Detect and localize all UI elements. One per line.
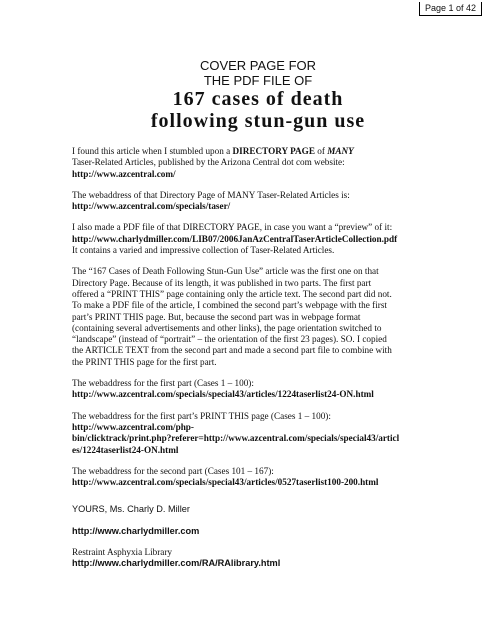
paragraph-line: Taser-Related Articles, published by the Arizona Central dot com website:	[72, 157, 345, 168]
paragraph-first-part-address	[72, 378, 432, 401]
cover-heading-line2: THE PDF FILE OF	[203, 73, 313, 88]
article-title-line1: 167 cases of death	[172, 88, 344, 110]
title-block	[84, 58, 432, 132]
library-label: Restraint Asphyxia Library	[72, 547, 173, 558]
paragraph-line: offered a “PRINT THIS” page containing only the article text. The second part did not.	[72, 288, 392, 299]
cover-heading-line1: COVER PAGE FOR	[199, 58, 317, 73]
paragraph-print-page-address	[72, 411, 432, 456]
paragraph-line: The webaddress for the first part (Cases 1 – 100):	[72, 378, 254, 389]
paragraph-discovery	[72, 146, 432, 180]
azcentral-link[interactable]: http://www.azcentral.com/	[72, 168, 176, 179]
print-page-link[interactable]: http://www.azcentral.com/php-	[72, 421, 194, 432]
paragraph-directory-pdf	[72, 222, 432, 256]
first-part-link[interactable]: http://www.azcentral.com/specials/special43/articles/1224taserlist24-ON.html	[72, 389, 374, 400]
library-link[interactable]: http://www.charlydmiller.com/RA/RAlibrary.html	[72, 558, 281, 569]
print-page-link[interactable]: bin/clicktrack/print.php?referer=http://www.azcentral.com/specials/special43/articl	[72, 433, 400, 444]
paragraph-line: It contains a varied and impressive collection of Taser-Related Articles.	[72, 245, 335, 256]
paragraph-article-explanation	[72, 266, 432, 368]
paragraph-line: I also made a PDF file of that DIRECTORY PAGE, in case you want a “preview” of it:	[72, 222, 393, 233]
document-body	[72, 58, 432, 570]
paragraph-line: I found this article when I stumbled upon a DIRECTORY PAGE of MANY	[72, 146, 354, 156]
paragraph-line: the ARTICLE TEXT from the second part and made a second part file to combine with	[72, 345, 392, 356]
signature-line: YOURS, Ms. Charly D. Miller	[72, 504, 190, 515]
paragraph-line: Directory Page. Because of its length, it was published in two parts. The first part	[72, 277, 372, 288]
paragraph-line: part’s PRINT THIS page. But, because the second part was in webpage format	[72, 311, 361, 322]
paragraph-line: The webaddress for the second part (Cases 101 – 167):	[72, 465, 274, 476]
paragraph-line: “landscape” (instead of “portrait” – the orientation of the first 23 pages). SO. I copied	[72, 334, 387, 345]
directory-pdf-link[interactable]: http://www.charlydmiller.com/LIB07/2006JanAzCentralTaserArticleCollection.pdf	[72, 233, 398, 244]
paragraph-directory-address	[72, 190, 432, 213]
print-page-link[interactable]: es/1224taserlist24-ON.html	[72, 444, 179, 455]
paragraph-line: the PRINT THIS page for the first part.	[72, 356, 217, 367]
page-number: Page 1 of 42	[419, 2, 482, 16]
second-part-link[interactable]: http://www.azcentral.com/specials/special43/articles/0527taserlist100-200.html	[72, 477, 379, 488]
paragraph-line: To make a PDF file of the article, I combined the second part’s webpage with the first	[72, 300, 387, 311]
article-title-line2: following stun-gun use	[150, 110, 366, 132]
paragraph-line: (containing several advertisements and other links), the page orientation switched to	[72, 322, 382, 333]
paragraph-line: The webaddress of that Directory Page of MANY Taser-Related Articles is:	[72, 189, 350, 200]
directory-page-link[interactable]: http://www.azcentral.com/specials/taser/	[72, 201, 231, 212]
paragraph-second-part-address	[72, 466, 432, 489]
paragraph-line: The webaddress for the first part’s PRINT THIS page (Cases 1 – 100):	[72, 410, 331, 421]
paragraph-line: The “167 Cases of Death Following Stun-Gun Use” article was the first one on that	[72, 266, 379, 277]
author-site-link[interactable]: http://www.charlydmiller.com	[72, 525, 200, 536]
